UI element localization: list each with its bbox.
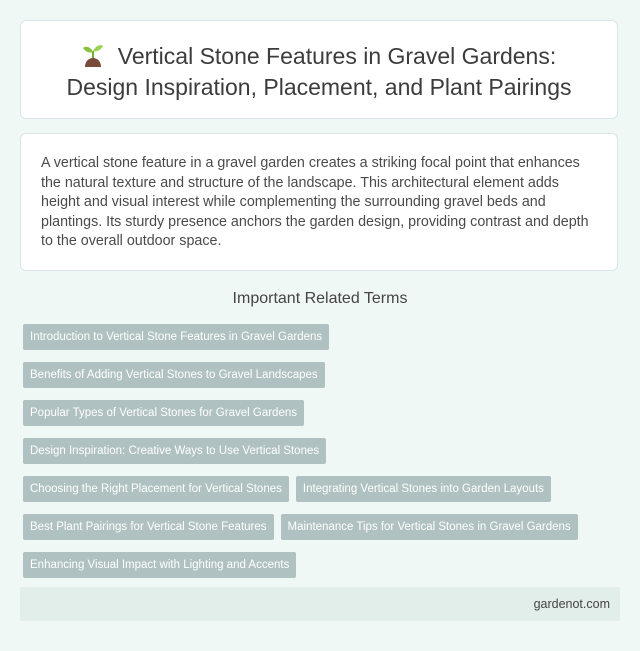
related-terms-heading: Important Related Terms: [232, 290, 408, 307]
related-term-tag[interactable]: Benefits of Adding Vertical Stones to Gravel Landscapes: [23, 362, 325, 388]
sprout-icon: [82, 43, 104, 67]
related-term-tag[interactable]: Best Plant Pairings for Vertical Stone Features: [23, 514, 274, 540]
footer-site-link[interactable]: gardenot.com: [533, 597, 610, 611]
title-card: [20, 20, 618, 119]
related-term-tag[interactable]: Design Inspiration: Creative Ways to Use Vertical Stones: [23, 438, 326, 464]
related-term-tag[interactable]: Integrating Vertical Stones into Garden Layouts: [296, 476, 551, 502]
related-term-tag[interactable]: Popular Types of Vertical Stones for Gravel Gardens: [23, 400, 304, 426]
description-card: [20, 133, 618, 271]
related-term-tag[interactable]: Introduction to Vertical Stone Features in Gravel Gardens: [23, 324, 329, 350]
page-title: [21, 21, 617, 103]
related-terms-list: [23, 324, 623, 616]
title-line-1: Vertical Stone Features in Gravel Gardens:: [117, 43, 557, 69]
related-term-tag[interactable]: Enhancing Visual Impact with Lighting and Accents: [23, 552, 296, 578]
title-line-2: Design Inspiration, Placement, and Plant Pairings: [66, 74, 572, 100]
footer: [20, 587, 620, 621]
related-term-tag[interactable]: Choosing the Right Placement for Vertical Stones: [23, 476, 289, 502]
related-term-tag[interactable]: Maintenance Tips for Vertical Stones in Gravel Gardens: [281, 514, 578, 540]
description-text: A vertical stone feature in a gravel garden creates a striking focal point that enhances the natural texture and structure of the landscape. This architectural element adds height and visual interest while complementing the surrounding gravel beds and plantings. Its sturdy presence anchors the garden design, providing contrast and depth to the overall outdoor space.: [41, 155, 589, 249]
